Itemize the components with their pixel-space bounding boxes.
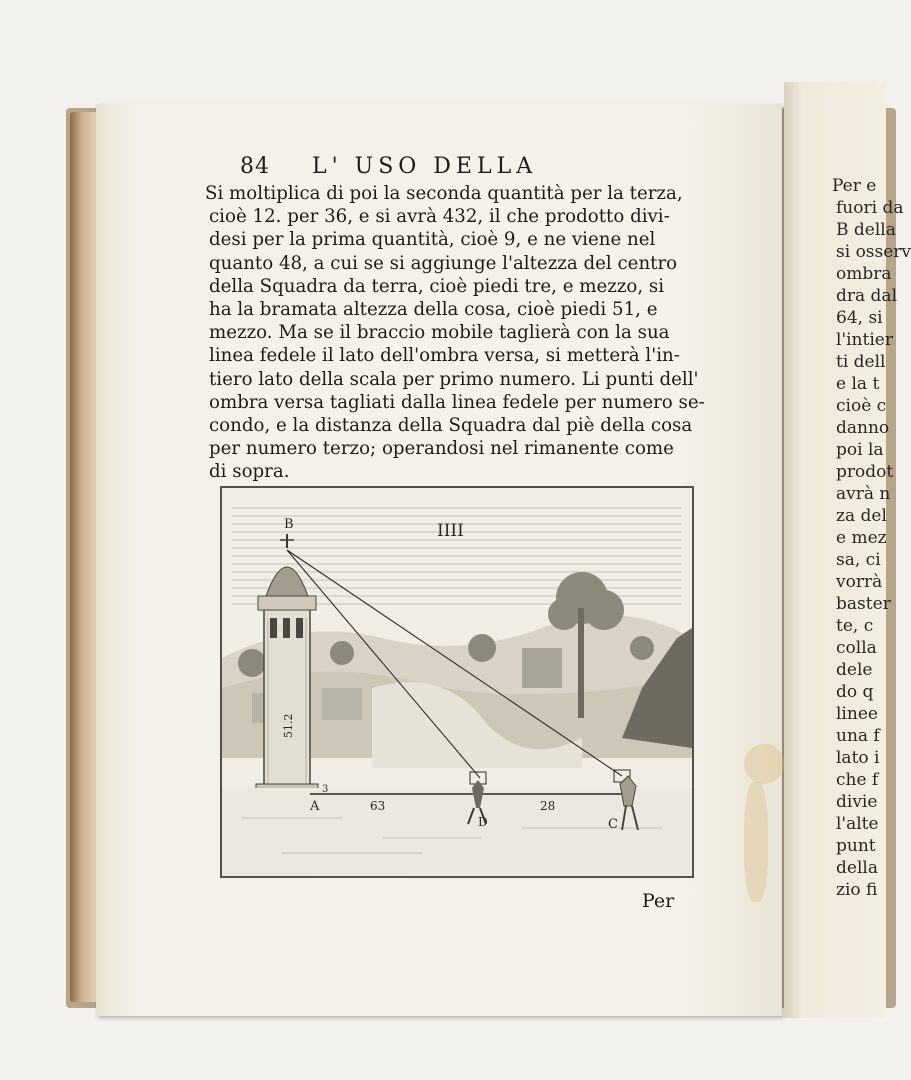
text-line: sa, ci [836,550,881,570]
text-line: desi per la prima quantità, cioè 9, e ne viene nel [209,229,656,251]
text-line: linee [836,704,878,724]
text-line: una f [836,726,880,746]
text-line: per numero terzo; operandosi nel rimanente come [209,438,674,460]
text-line: divie [836,792,878,812]
text-line: che f [836,770,879,790]
text-line: avrà n [836,484,891,504]
text-line: ombra [836,264,892,284]
running-head: L' USO DELLA [312,154,538,179]
text-line: poi la [836,440,884,460]
engraving-illustration [222,488,692,876]
text-line: tiero lato della scala per primo numero. Li punti dell' [209,368,699,390]
text-line: quanto 48, a cui se si aggiunge l'altezza del centro [209,252,678,274]
text-line: di sopra. [209,461,290,483]
label-distance-right: 28 [540,799,556,813]
text-line: ti dell [836,352,886,372]
text-line: Si moltiplica di poi la seconda quantità per la terza, [205,183,683,204]
text-line: do q [836,682,874,702]
text-line: ombra versa tagliati dalla linea fedele per numero se- [209,391,705,413]
label-d: D [478,815,488,829]
label-b: B [284,517,294,532]
text-line: za del [836,506,887,526]
label-distance-left: 63 [370,799,386,813]
body-text [205,182,745,484]
text-line: mezzo. Ma se il braccio mobile taglierà con la sua [209,322,670,344]
text-line: te, c [836,616,874,636]
page-number: 84 [240,154,270,179]
text-line: dele [836,660,873,680]
text-line: danno [836,418,890,438]
paper-stain [744,782,768,902]
text-line: zio fi [836,880,878,900]
label-tower-height: 51.2 [282,713,295,738]
label-tower-base: 3 [322,784,329,795]
label-a: A [310,799,320,814]
label-c: C [608,817,618,832]
text-line: vorrà [836,572,883,592]
text-line: linea fedele il lato dell'ombra versa, si metterà l'in- [209,345,680,367]
text-line: cioè c [836,396,887,416]
text-line: della [836,858,878,878]
text-line: della Squadra da terra, cioè piedi tre, e mezzo, si [209,275,665,297]
text-line: colla [836,638,877,658]
text-line: prodot [836,462,894,482]
text-line: baster [836,594,891,614]
text-line: punt [836,836,876,856]
text-line: 64, si [836,308,883,328]
text-line: l'intier [836,330,893,350]
text-line: l'alte [836,814,879,834]
text-line: e la t [836,374,880,394]
text-line: lato i [836,748,880,768]
text-line: dra dal [836,286,898,306]
paper-stain [744,744,784,784]
text-line: B della [836,220,896,240]
text-line: e mez [836,528,887,548]
text-line: ha la bramata altezza della cosa, cioè piedi 51, e [209,299,658,321]
text-line: condo, e la distanza della Squadra dal piè della cosa [209,415,693,437]
engraving-plate [220,486,694,878]
text-line: cioè 12. per 36, e si avrà 432, il che prodotto divi- [209,206,670,228]
catchword: Per [642,890,675,912]
text-line: si osserv [836,242,911,262]
text-line: Per e [832,176,877,196]
plate-number: IIII [437,521,464,541]
text-line: fuori da [836,198,904,218]
